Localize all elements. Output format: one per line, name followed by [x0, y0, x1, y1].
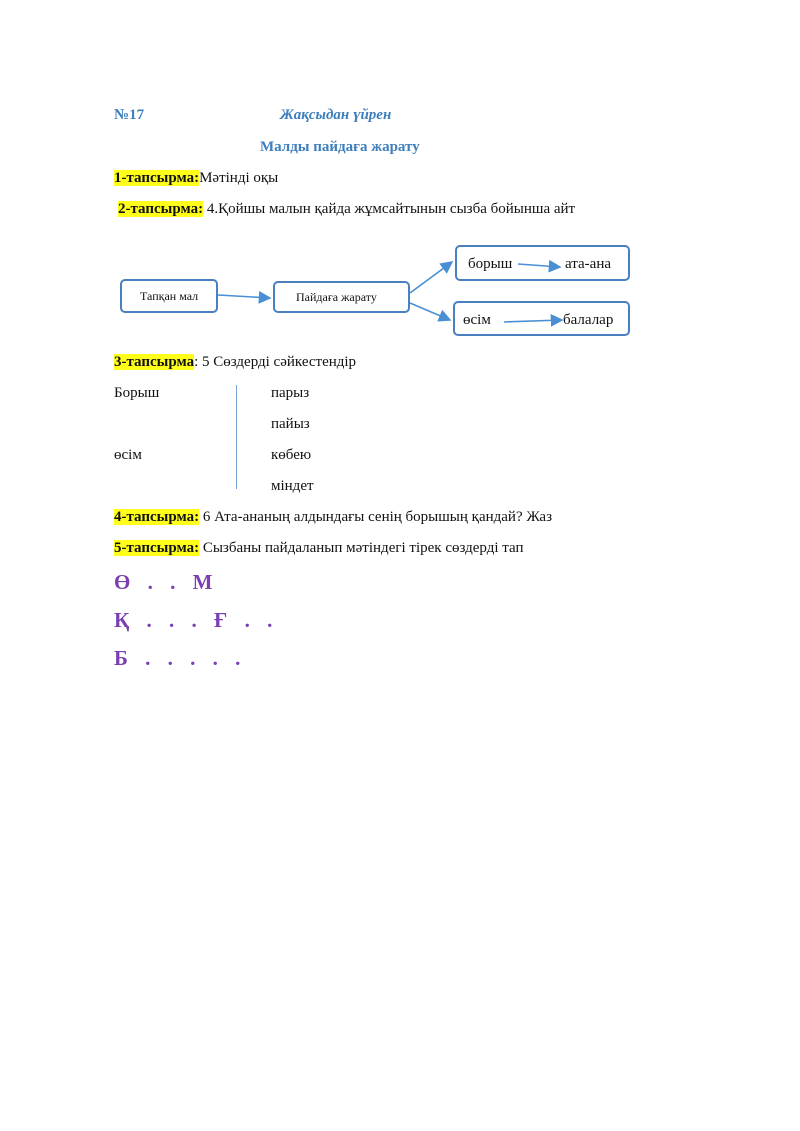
task4-line — [114, 509, 552, 526]
match-right-word: көбею — [271, 447, 312, 463]
lesson-title: Малды пайдаға жарату — [260, 139, 420, 155]
diagram-arrows — [0, 0, 800, 400]
task2-label: 2-тапсырма: — [118, 201, 204, 217]
task1-text: Мәтінді оқы — [199, 170, 279, 186]
diagram-source-label: Тапқан мал — [140, 289, 199, 303]
word-puzzle: Б . . . . . — [114, 646, 247, 670]
arrow-center-to-bottom — [410, 303, 450, 320]
task3-line — [114, 354, 356, 371]
word-puzzle: Ө . . М — [114, 570, 219, 594]
match-divider — [236, 385, 237, 489]
task5-line — [114, 540, 524, 557]
task1-label: 1-тапсырма: — [114, 170, 200, 186]
match-right-word: пайыз — [271, 416, 310, 432]
task5-text: Сызбаны пайдаланып мәтіндегі тірек сөздерді тап — [199, 540, 524, 556]
match-left-word: Борыш — [114, 385, 160, 401]
word-puzzle: Қ . . . Ғ . . — [114, 608, 279, 632]
arrow-bottom-inner — [504, 320, 562, 322]
match-right-word: міндет — [271, 478, 314, 494]
diagram-top-to: ата-ана — [565, 256, 612, 272]
task4-label: 4-тапсырма: — [114, 509, 200, 525]
diagram-bottom-from: өсім — [463, 312, 491, 328]
arrow-center-to-top — [410, 262, 452, 293]
task5-label: 5-тапсырма: — [114, 540, 200, 556]
task3-label: 3-тапсырма — [114, 354, 195, 370]
diagram-top-from: борыш — [468, 256, 513, 272]
arrow-source-to-center — [218, 295, 270, 298]
diagram-center-label: Пайдаға жарату — [296, 290, 377, 304]
diagram-bottom-to: балалар — [563, 312, 614, 328]
task3-text: : 5 Сөздерді сәйкестендір — [194, 354, 357, 370]
lesson-number: №17 — [114, 107, 145, 123]
lesson-topic: Жақсыдан үйрен — [280, 107, 392, 123]
match-left-word: өсім — [114, 447, 142, 463]
match-right-word: парыз — [271, 385, 310, 401]
task2-text: 4.Қойшы малын қайда жұмсайтынын сызба бойынша айт — [203, 201, 576, 217]
task4-text: 6 Ата-ананың алдындағы сенің борышың қандай? Жаз — [199, 509, 553, 525]
arrow-top-inner — [518, 264, 560, 267]
